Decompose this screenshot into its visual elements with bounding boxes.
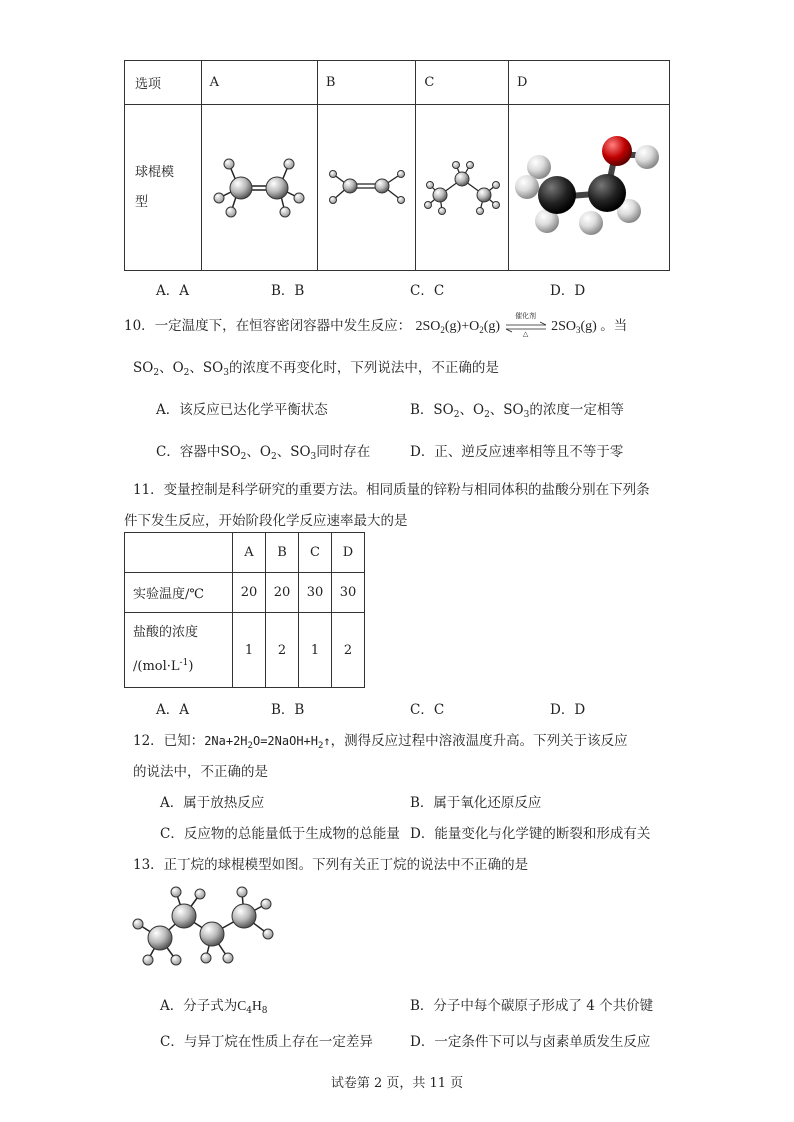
q11-temp-b: 20 bbox=[266, 573, 299, 613]
q9-cell-a bbox=[201, 105, 317, 271]
q9-header-b: B bbox=[317, 61, 415, 105]
q9-header-c: C bbox=[416, 61, 509, 105]
q11-header-a: A bbox=[233, 533, 266, 573]
q13-option-b[interactable]: B．分子中每个碳原子形成了 4 个共价键 bbox=[410, 998, 654, 1014]
ethylene-model-image bbox=[209, 146, 309, 226]
q11-temp-c: 30 bbox=[299, 573, 332, 613]
reversible-arrow-icon bbox=[504, 311, 548, 338]
q11-row-conc-label: 盐酸的浓度 $/(mol\cdot L^{-1})$ bbox=[125, 613, 233, 688]
q9-header-option: 选项 bbox=[125, 61, 202, 105]
q11-header-c: C bbox=[299, 533, 332, 573]
q13-option-d[interactable]: D．一定条件下可以与卤素单质发生反应 bbox=[410, 1034, 651, 1050]
butane-model-image bbox=[128, 882, 278, 974]
q9-cell-c bbox=[416, 105, 509, 271]
q9-row-label-line2: 型 bbox=[135, 194, 149, 210]
q13-stem: 13．正丁烷的球棍模型如图。下列有关正丁烷的说法中不正确的是 bbox=[133, 857, 529, 873]
q11-conc-d: 2 bbox=[332, 613, 365, 688]
q12-stem: 12．已知：$2Na+2H_2O=2NaOH+H_2↑$，测得反应过程中溶液温度升高。下列关于该反应 bbox=[133, 733, 628, 751]
q12-equation: $2Na+2H_2O=2NaOH+H_2↑$ bbox=[204, 734, 331, 751]
heat-symbol: △ bbox=[522, 329, 529, 338]
q9-cell-b bbox=[317, 105, 415, 271]
q12-option-c[interactable]: C．反应物的总能量低于生成物的总能量 bbox=[160, 826, 400, 842]
q11-option-b[interactable]: B．B bbox=[271, 702, 305, 718]
q9-header-d: D bbox=[509, 61, 670, 105]
q11-option-a[interactable]: A．A bbox=[156, 702, 189, 718]
q9-option-d[interactable]: D．D bbox=[550, 283, 586, 299]
q9-header-a: A bbox=[201, 61, 317, 105]
q9-option-a[interactable]: A．A bbox=[156, 283, 189, 299]
q11-stem-line2: 件下发生反应，开始阶段化学反应速率最大的是 bbox=[124, 513, 408, 529]
q11-conc-c: 1 bbox=[299, 613, 332, 688]
q9-option-b[interactable]: B．B bbox=[271, 283, 305, 299]
q13-option-a[interactable]: A．分子式为$C_4H_8$ bbox=[160, 998, 268, 1016]
q10-option-b[interactable]: B．$SO_2$、$O_2$、$SO_3$的浓度一定相等 bbox=[410, 402, 624, 420]
q11-conc-a: 1 bbox=[233, 613, 266, 688]
q11-option-d[interactable]: D．D bbox=[550, 702, 586, 718]
q10-option-c[interactable]: C．容器中$SO_2$、$O_2$、$SO_3$同时存在 bbox=[156, 444, 371, 462]
q10-stem: 10．一定温度下，在恒容密闭容器中发生反应： $2SO_2(g)+O_2(g)$ 催化剂 △ $2SO_3(g)$ 。当 bbox=[124, 311, 628, 338]
q11-conc-b: 2 bbox=[266, 613, 299, 688]
q11-header-d: D bbox=[332, 533, 365, 573]
q11-table bbox=[124, 532, 365, 688]
ethylene-small-model-image bbox=[325, 156, 409, 216]
q11-temp-d: 30 bbox=[332, 573, 365, 613]
q12-option-d[interactable]: D．能量变化与化学键的断裂和形成有关 bbox=[410, 826, 651, 842]
q12-option-b[interactable]: B．属于氧化还原反应 bbox=[410, 795, 542, 811]
ethanol-model-image bbox=[509, 131, 669, 241]
q11-option-c[interactable]: C．C bbox=[410, 702, 445, 718]
q11-row-temp-label: 实验温度/℃ bbox=[125, 573, 233, 613]
page-footer: 试卷第 2 页，共 11 页 bbox=[330, 1076, 464, 1091]
q10-number: 10． bbox=[124, 318, 155, 334]
q10-stem-line2: $SO_2$、$O_2$、$SO_3$的浓度不再变化时，下列说法中，不正确的是 bbox=[133, 360, 499, 378]
q11-header-b: B bbox=[266, 533, 299, 573]
q9-option-c[interactable]: C．C bbox=[410, 283, 445, 299]
q11-header-empty bbox=[125, 533, 233, 573]
q9-row-label-line1: 球棍模 bbox=[135, 164, 175, 180]
catalyst-label: 催化剂 bbox=[515, 311, 537, 320]
q10-equation: $2SO_2(g)+O_2(g)$ 催化剂 △ $2SO_3(g)$ bbox=[415, 311, 597, 338]
q9-table bbox=[124, 60, 670, 271]
q11-stem-line1: 11．变量控制是科学研究的重要方法。相同质量的锌粉与相同体积的盐酸分别在下列条 bbox=[133, 482, 650, 498]
q12-option-a[interactable]: A．属于放热反应 bbox=[160, 795, 265, 811]
q13-option-c[interactable]: C．与异丁烷在性质上存在一定差异 bbox=[160, 1034, 373, 1050]
q10-option-d[interactable]: D．正、逆反应速率相等且不等于零 bbox=[410, 444, 624, 460]
q10-option-a[interactable]: A．该反应已达化学平衡状态 bbox=[156, 402, 328, 418]
q9-cell-d bbox=[509, 105, 670, 271]
q12-stem-line2: 的说法中，不正确的是 bbox=[133, 764, 268, 780]
propane-model-image bbox=[420, 151, 504, 221]
q11-temp-a: 20 bbox=[233, 573, 266, 613]
q9-row-label bbox=[125, 105, 202, 271]
q10-stem-text: 一定温度下，在恒容密闭容器中发生反应： bbox=[154, 318, 412, 334]
